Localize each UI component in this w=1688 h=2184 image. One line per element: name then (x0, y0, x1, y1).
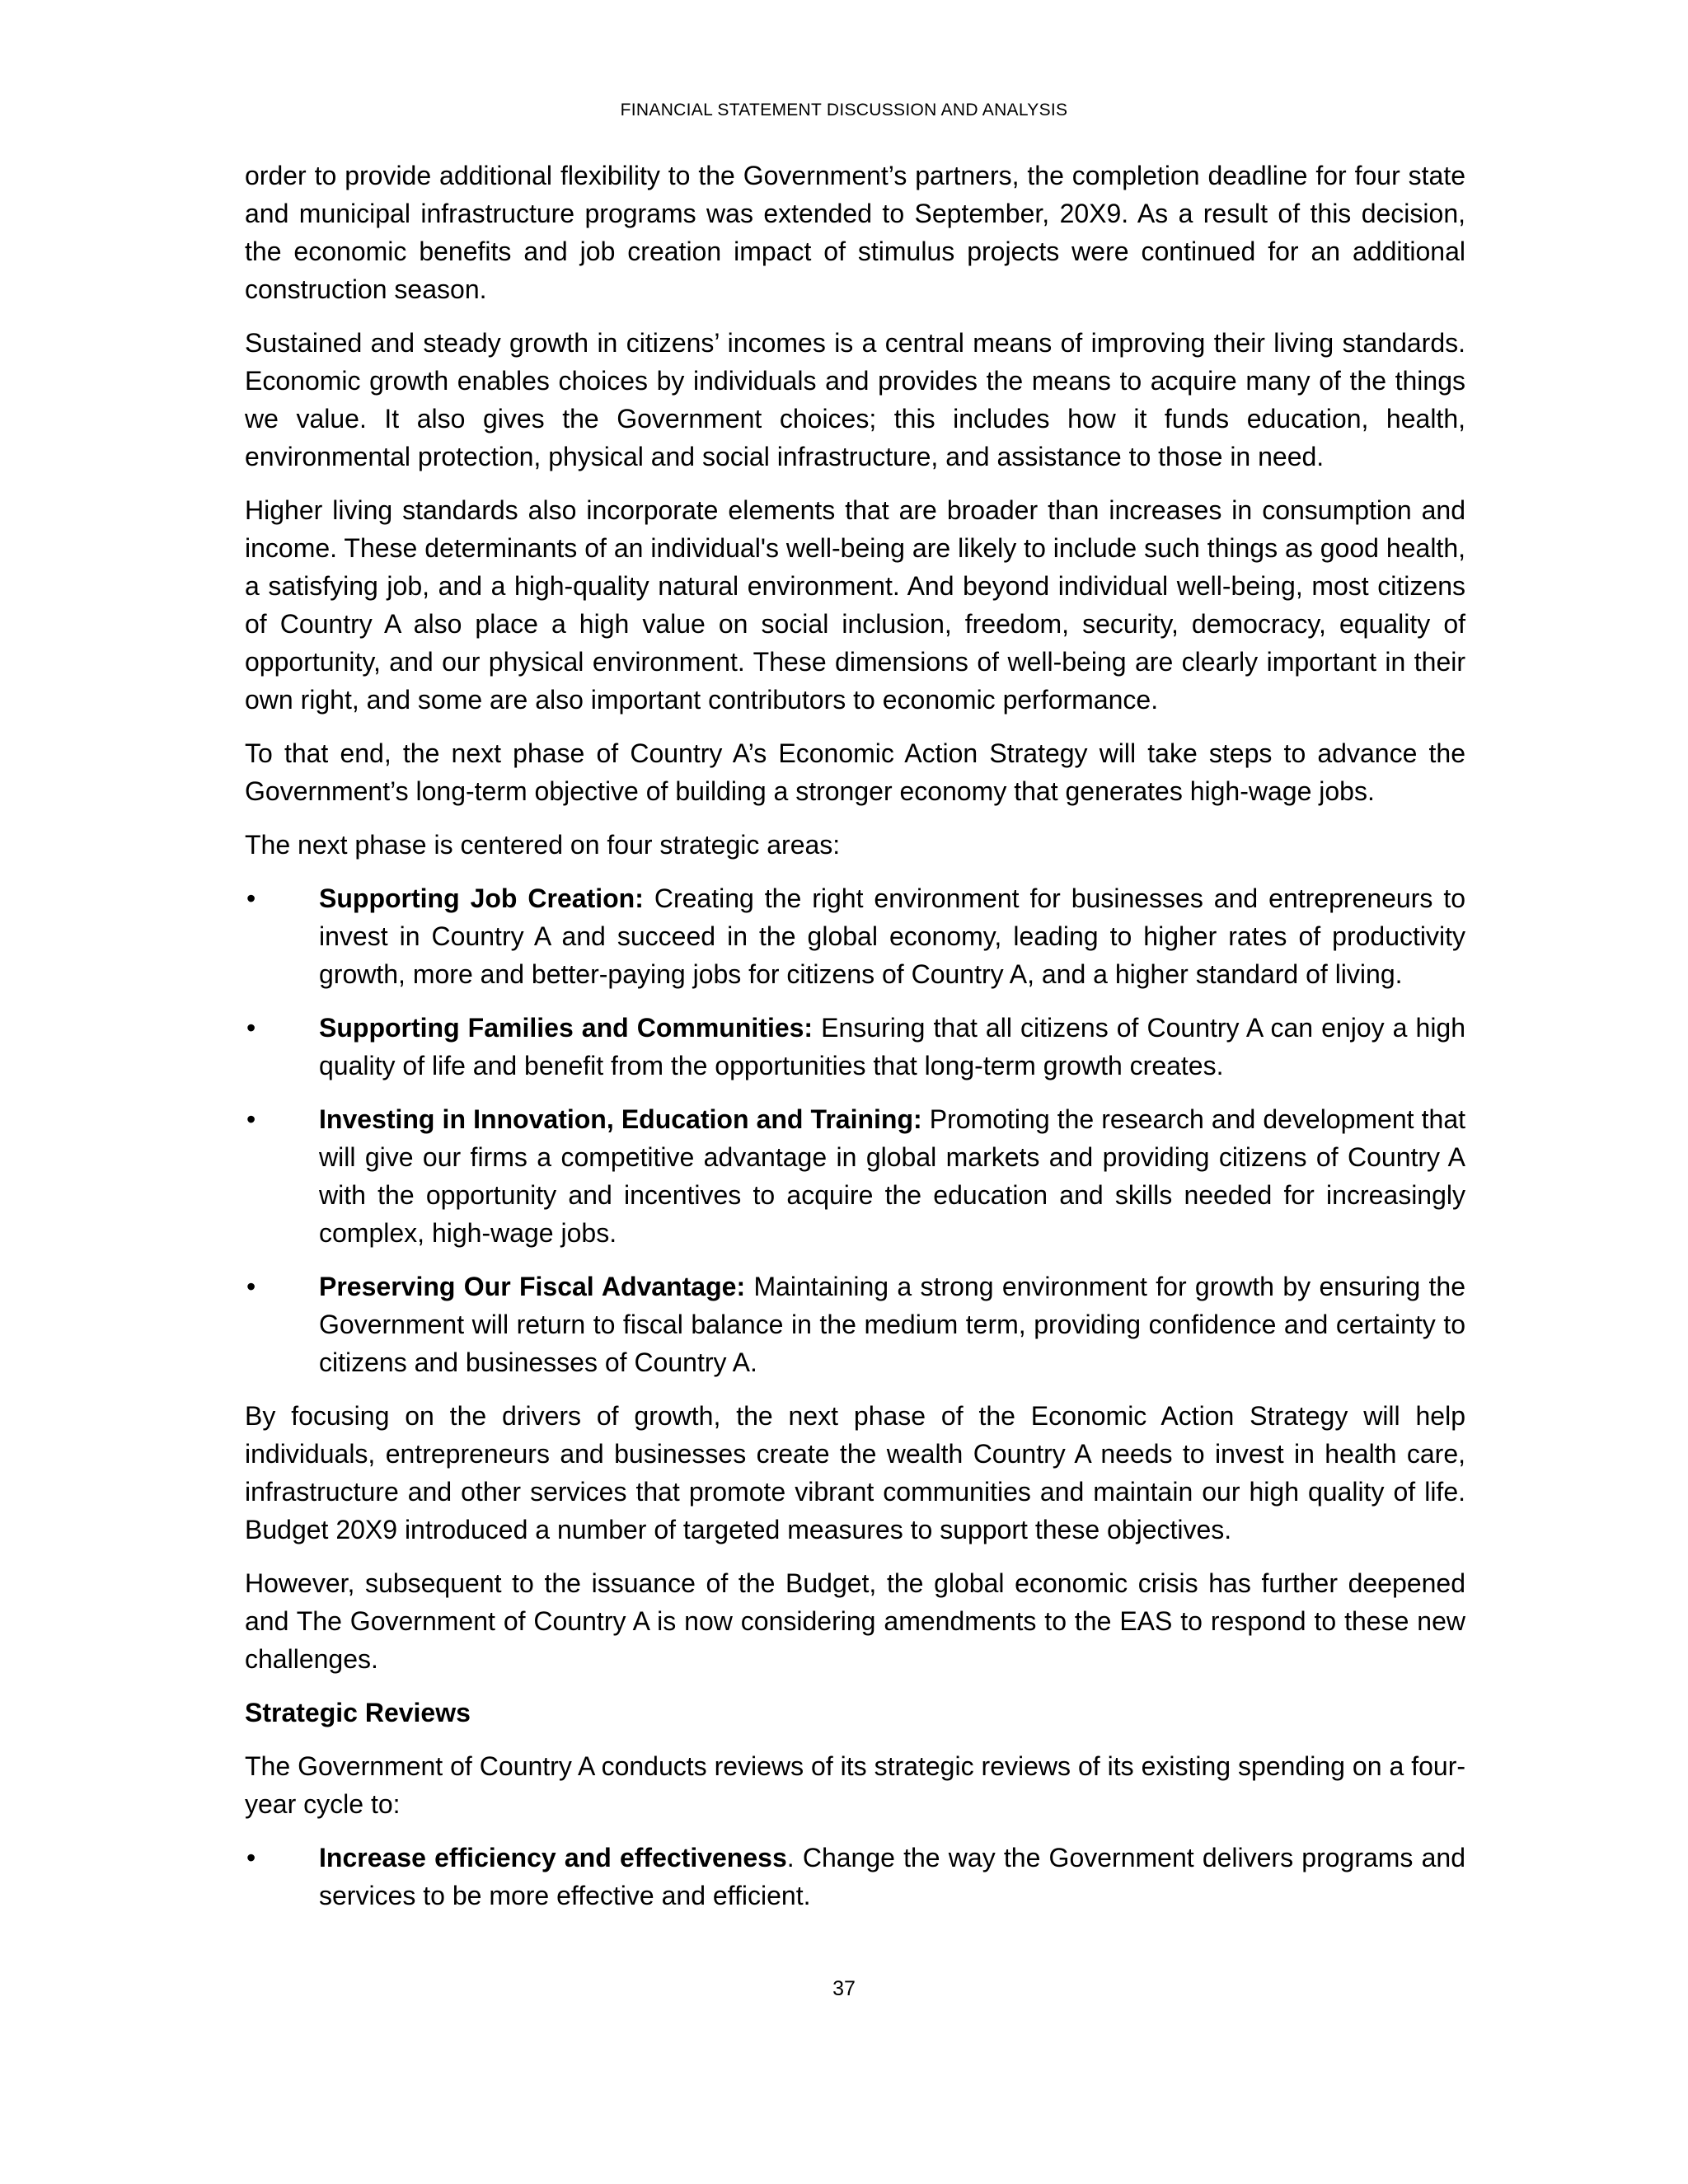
paragraph-income-growth: Sustained and steady growth in citizens’ incomes is a central means of improving their living standards. Economic growth enables choices by individuals and provides the means to acquire many of the things we value. It also gives the Government choices; this includes how it funds education, health, environmental protection, physical and social infrastructure, and assistance to those in need. (245, 328, 1465, 471)
list-item (245, 1268, 1465, 1381)
list-item-lead: Supporting Families and Communities: (319, 1013, 814, 1043)
paragraph-economic-crisis: However, subsequent to the issuance of the Budget, the global economic crisis has further deepened and The Government of Country A is now considering amendments to the EAS to respond to these new challenges. (245, 1568, 1465, 1674)
list-item-text: Maintaining a strong environment for growth by ensuring the Government will return to fiscal balance in the medium term, providing confidence and certainty to citizens and businesses of Country A. (319, 1272, 1466, 1377)
bullet-icon: • (246, 1104, 256, 1134)
paragraph-strategic-reviews-intro: The Government of Country A conducts reviews of its strategic reviews of its existing spending on a four-year cycle to: (245, 1751, 1465, 1819)
section-heading-strategic-reviews: Strategic Reviews (245, 1698, 471, 1727)
list-item (245, 1009, 1465, 1085)
paragraph-strategic-areas-intro: The next phase is centered on four strategic areas: (245, 830, 841, 860)
list-item-text: . Change the way the Government delivers programs and services to be more effective and efficient. (319, 1843, 1466, 1910)
list-item-lead: Preserving Our Fiscal Advantage: (319, 1272, 746, 1301)
page-header: FINANCIAL STATEMENT DISCUSSION AND ANALYSIS (620, 101, 1068, 120)
bullet-icon: • (246, 1013, 256, 1043)
strategic-reviews-list (245, 1839, 1465, 1915)
paragraph-living-standards: Higher living standards also incorporate elements that are broader than increases in consumption and income. These determinants of an individual's well-being are likely to include such things as good health, a satisfying job, and a high-quality natural environment. And beyond individual well-being, most citizens of Country A also place a high value on social inclusion, freedom, security, democracy, equality of opportunity, and our physical environment. These dimensions of well-being are clearly important in their own right, and some are also important contributors to economic performance. (245, 495, 1465, 715)
strategic-areas-list (245, 879, 1465, 1381)
paragraph-drivers-of-growth: By focusing on the drivers of growth, the next phase of the Economic Action Strategy will help individuals, entrepreneurs and businesses create the wealth Country A needs to invest in health care, infrastructure and other services that promote vibrant communities and maintain our high quality of life. Budget 20X9 introduced a number of targeted measures to support these objectives. (245, 1401, 1465, 1544)
bullet-icon: • (246, 883, 256, 913)
bullet-icon: • (246, 1272, 256, 1301)
bullet-icon: • (246, 1843, 256, 1872)
list-item-text: Creating the right environment for businesses and entrepreneurs to invest in Country A and succeed in the global economy, leading to higher rates of productivity growth, more and better-paying jobs for citizens of Country A, and a higher standard of living. (319, 883, 1466, 989)
list-item-lead: Investing in Innovation, Education and Training: (319, 1104, 922, 1134)
list-item (245, 1839, 1465, 1915)
list-item (245, 1100, 1465, 1252)
paragraph-economic-action-strategy: To that end, the next phase of Country A’s Economic Action Strategy will take steps to advance the Government’s long-term objective of building a stronger economy that generates high-wage jobs. (245, 738, 1465, 806)
list-item-lead: Supporting Job Creation: (319, 883, 644, 913)
list-item-text: Promoting the research and development that will give our firms a competitive advantage in global markets and providing citizens of Country A with the opportunity and incentives to acquire the education and skills needed for increasingly complex, high-wage jobs. (319, 1104, 1466, 1248)
document-body (245, 157, 1465, 1930)
page-number: 37 (832, 1977, 856, 2000)
paragraph-infrastructure-deadline: order to provide additional flexibility to the Government’s partners, the completion deadline for four state and municipal infrastructure programs was extended to September, 20X9. As a result of this decision, the economic benefits and job creation impact of stimulus projects were continued for an additional construction season. (245, 161, 1465, 304)
list-item (245, 879, 1465, 993)
list-item-lead: Increase efficiency and effectiveness (319, 1843, 787, 1872)
list-item-text: Ensuring that all citizens of Country A can enjoy a high quality of life and benefit from the opportunities that long-term growth creates. (319, 1013, 1466, 1080)
